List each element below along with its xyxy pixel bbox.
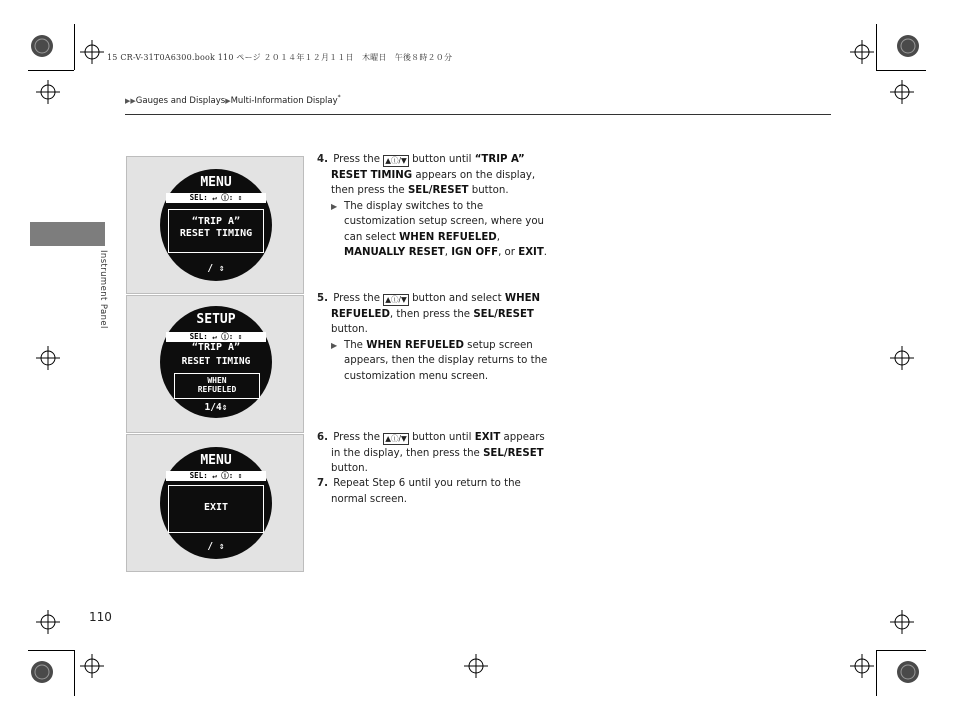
display-title: MENU <box>200 175 232 190</box>
display-footer: / ⇕ <box>207 541 225 552</box>
step-text: Press the <box>333 432 380 443</box>
breadcrumb-gauges[interactable]: Gauges and Displays <box>135 95 226 106</box>
display-panel-setup <box>126 295 304 433</box>
display-title: MENU <box>200 453 232 468</box>
triangle-right-icon: ▶ <box>225 96 231 105</box>
triangle-right-icon: ▶ <box>331 340 338 350</box>
step-7 <box>317 476 557 507</box>
selected-item-box <box>168 209 264 253</box>
info-up-down-button-icon: ▲ⓘ/▼ <box>385 156 407 165</box>
display-title: SETUP <box>196 312 236 327</box>
note-text: , <box>496 231 501 243</box>
step-text: button until <box>412 154 472 165</box>
step-bold: “TRIP A” <box>474 154 525 165</box>
breadcrumb-multi-info[interactable]: Multi-Information Display <box>230 95 338 106</box>
note-text: can select <box>344 231 396 243</box>
step-bold: REFUELED <box>331 308 390 320</box>
step-bold: EXIT <box>474 432 501 443</box>
display-screen <box>160 169 272 281</box>
step-text: button. <box>471 185 509 196</box>
display-sub2: RESET TIMING <box>181 356 251 367</box>
step-number: 5. <box>317 293 328 304</box>
page-number: 110 <box>89 610 112 624</box>
note-text: , or <box>498 247 515 258</box>
note-text: , <box>444 247 449 258</box>
step-bold: RESET TIMING <box>331 169 413 181</box>
display-sub1: “TRIP A” <box>191 342 241 353</box>
sel-bar: SEL: ↵ ⓘ: ⇕ <box>166 193 266 203</box>
display-panel-menu-trip-a <box>126 156 304 294</box>
section-label: Instrument Panel <box>98 250 108 329</box>
step-text: appears on the display, <box>415 169 536 181</box>
display-screen <box>160 306 272 418</box>
info-up-down-button-icon: ▲ⓘ/▼ <box>385 434 407 443</box>
note-bold: IGN OFF <box>451 247 499 258</box>
note-text: The display switches to the <box>344 200 484 212</box>
box-line: WHEN <box>207 376 227 385</box>
step-text: appears <box>503 432 545 443</box>
step-bold: SEL/RESET <box>473 308 534 320</box>
triangle-right-icon: ▶▶ <box>125 96 136 105</box>
breadcrumb <box>125 94 341 106</box>
step-number: 7. <box>317 478 328 489</box>
step-text: , then press the <box>389 308 471 320</box>
display-panel-menu-exit <box>126 434 304 572</box>
note-text: customization menu screen. <box>344 370 489 382</box>
sel-bar: SEL: ↵ ⓘ: ⇕ <box>166 471 266 481</box>
step-text: in the display, then press the <box>331 447 480 459</box>
selected-item-box <box>168 485 264 533</box>
sel-bar: SEL: ↵ ⓘ: ⇕ <box>166 332 266 342</box>
breadcrumb-mark: * <box>337 94 341 101</box>
note-text: The <box>344 339 363 351</box>
step-text: Repeat Step 6 until you return to the <box>333 478 521 489</box>
step-5 <box>317 291 557 384</box>
step-text: button. <box>331 324 368 335</box>
step-text: button and select <box>412 293 502 304</box>
step-number: 4. <box>317 154 328 165</box>
step-4 <box>317 152 557 261</box>
display-screen <box>160 447 272 559</box>
box-line: “TRIP A” <box>191 216 241 227</box>
selected-item-box <box>174 373 260 399</box>
section-tab <box>30 222 105 246</box>
note-text: appears, then the display returns to the <box>344 355 548 366</box>
note-bold: EXIT <box>518 247 544 258</box>
print-header: 15 CR-V-31T0A6300.book 110 ページ ２０１４年１２月１１日 木曜日 午後８時２０分 <box>107 53 453 62</box>
box-line: REFUELED <box>197 385 237 395</box>
box-line: RESET TIMING <box>179 227 253 239</box>
step-6 <box>317 430 557 477</box>
step-text: button until <box>412 432 472 443</box>
step-text: button. <box>331 463 368 474</box>
step-bold: SEL/RESET <box>483 447 544 459</box>
note-text: customization setup screen, where you <box>344 216 545 227</box>
triangle-right-icon: ▶ <box>331 201 338 211</box>
step-bold: SEL/RESET <box>407 185 469 196</box>
note-text: . <box>543 247 548 258</box>
display-footer: 1/4⇕ <box>204 402 228 413</box>
note-bold: WHEN REFUELED <box>366 339 464 351</box>
step-text: normal screen. <box>331 493 408 505</box>
note-bold: MANUALLY RESET <box>344 247 445 258</box>
step-text: Press the <box>333 293 380 304</box>
note-bold: WHEN REFUELED <box>399 231 497 243</box>
note-text: setup screen <box>467 339 533 351</box>
display-footer: / ⇕ <box>207 263 225 274</box>
step-number: 6. <box>317 432 328 443</box>
box-line: EXIT <box>203 502 229 513</box>
info-up-down-button-icon: ▲ⓘ/▼ <box>385 295 407 304</box>
step-bold: WHEN <box>504 293 541 304</box>
header-rule <box>125 114 831 115</box>
step-text: Press the <box>333 154 380 165</box>
step-text: then press the <box>331 185 405 196</box>
